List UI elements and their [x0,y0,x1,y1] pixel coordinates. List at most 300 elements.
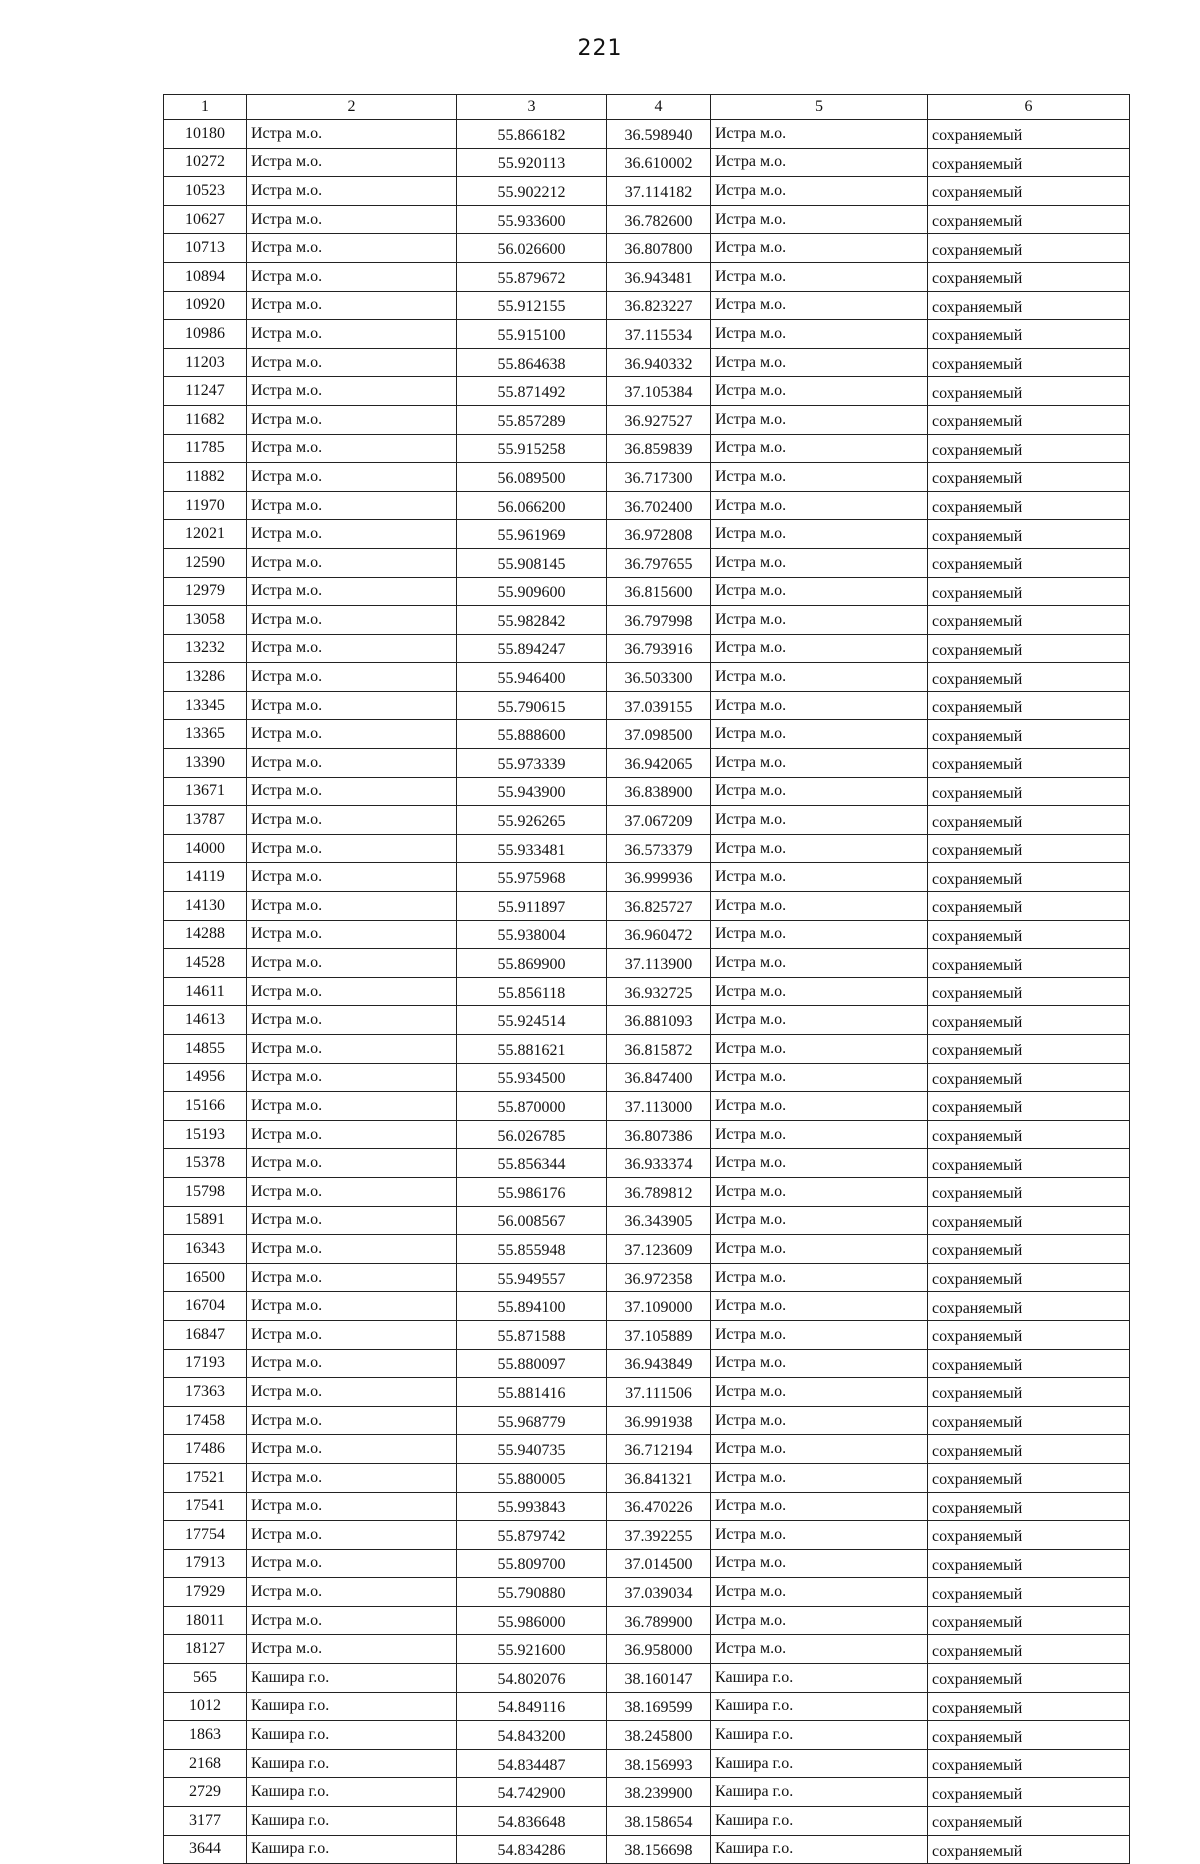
longitude-cell: 36.789900 [607,1606,711,1635]
longitude-cell: 38.169599 [607,1692,711,1721]
table-row [164,548,1130,577]
location-cell: Истра м.о. [711,1149,928,1178]
longitude-cell: 36.343905 [607,1206,711,1235]
object-id-cell: 14611 [164,977,247,1006]
object-id-cell: 10627 [164,205,247,234]
municipality-cell: Истра м.о. [247,1177,457,1206]
longitude-cell: 37.113900 [607,949,711,978]
status-cell: сохраняемый [928,491,1130,520]
table-row [164,1463,1130,1492]
status-cell: сохраняемый [928,920,1130,949]
object-id-cell: 17486 [164,1435,247,1464]
municipality-cell: Кашира г.о. [247,1749,457,1778]
object-id-cell: 11970 [164,491,247,520]
table-row [164,1235,1130,1264]
status-cell: сохраняемый [928,320,1130,349]
municipality-cell: Истра м.о. [247,1492,457,1521]
longitude-cell: 36.841321 [607,1463,711,1492]
location-cell: Истра м.о. [711,606,928,635]
object-id-cell: 13232 [164,634,247,663]
object-id-cell: 12590 [164,548,247,577]
object-id-cell: 14119 [164,863,247,892]
object-id-cell: 13286 [164,663,247,692]
location-cell: Истра м.о. [711,520,928,549]
longitude-cell: 36.717300 [607,463,711,492]
municipality-cell: Истра м.о. [247,548,457,577]
location-cell: Истра м.о. [711,1521,928,1550]
object-id-cell: 10986 [164,320,247,349]
object-id-cell: 565 [164,1664,247,1693]
table-row [164,577,1130,606]
location-cell: Истра м.о. [711,463,928,492]
table-row [164,463,1130,492]
table-row [164,1778,1130,1807]
municipality-cell: Истра м.о. [247,320,457,349]
municipality-cell: Истра м.о. [247,1263,457,1292]
location-cell: Истра м.о. [711,1549,928,1578]
municipality-cell: Истра м.о. [247,1349,457,1378]
location-cell: Истра м.о. [711,377,928,406]
table-row [164,205,1130,234]
table-row [164,1149,1130,1178]
municipality-cell: Истра м.о. [247,205,457,234]
status-cell: сохраняемый [928,949,1130,978]
longitude-cell: 36.838900 [607,777,711,806]
municipality-cell: Истра м.о. [247,1320,457,1349]
status-cell: сохраняемый [928,1177,1130,1206]
status-cell: сохраняемый [928,834,1130,863]
latitude-cell: 55.943900 [457,777,607,806]
status-cell: сохраняемый [928,806,1130,835]
location-cell: Истра м.о. [711,148,928,177]
table-row [164,834,1130,863]
table-row [164,663,1130,692]
column-header: 5 [711,95,928,120]
location-cell: Истра м.о. [711,1206,928,1235]
longitude-cell: 36.823227 [607,291,711,320]
status-cell: сохраняемый [928,749,1130,778]
longitude-cell: 37.113000 [607,1092,711,1121]
location-cell: Истра м.о. [711,1349,928,1378]
status-cell: сохраняемый [928,434,1130,463]
latitude-cell: 55.986176 [457,1177,607,1206]
longitude-cell: 36.712194 [607,1435,711,1464]
latitude-cell: 54.742900 [457,1778,607,1807]
status-cell: сохраняемый [928,892,1130,921]
latitude-cell: 55.856344 [457,1149,607,1178]
status-cell: сохраняемый [928,1349,1130,1378]
latitude-cell: 56.026600 [457,234,607,263]
location-cell: Истра м.о. [711,262,928,291]
table-row [164,120,1130,149]
page-number: 221 [577,36,623,61]
table-row [164,806,1130,835]
latitude-cell: 55.975968 [457,863,607,892]
object-id-cell: 13671 [164,777,247,806]
latitude-cell: 55.982842 [457,606,607,635]
municipality-cell: Истра м.о. [247,463,457,492]
status-cell: сохраняемый [928,577,1130,606]
table-row [164,749,1130,778]
latitude-cell: 55.993843 [457,1492,607,1521]
municipality-cell: Истра м.о. [247,348,457,377]
table-row [164,1378,1130,1407]
status-cell: сохраняемый [928,634,1130,663]
longitude-cell: 36.960472 [607,920,711,949]
table-row [164,148,1130,177]
status-cell: сохраняемый [928,1549,1130,1578]
location-cell: Истра м.о. [711,634,928,663]
object-id-cell: 11882 [164,463,247,492]
location-cell: Истра м.о. [711,691,928,720]
municipality-cell: Истра м.о. [247,1092,457,1121]
object-id-cell: 3177 [164,1807,247,1836]
status-cell: сохраняемый [928,1235,1130,1264]
longitude-cell: 36.610002 [607,148,711,177]
latitude-cell: 55.894247 [457,634,607,663]
status-cell: сохраняемый [928,977,1130,1006]
municipality-cell: Истра м.о. [247,749,457,778]
location-cell: Истра м.о. [711,1063,928,1092]
status-cell: сохраняемый [928,1463,1130,1492]
column-header: 2 [247,95,457,120]
municipality-cell: Истра м.о. [247,1378,457,1407]
latitude-cell: 55.902212 [457,177,607,206]
latitude-cell: 55.857289 [457,405,607,434]
table-row [164,977,1130,1006]
municipality-cell: Истра м.о. [247,1063,457,1092]
municipality-cell: Истра м.о. [247,1120,457,1149]
latitude-cell: 55.921600 [457,1635,607,1664]
municipality-cell: Истра м.о. [247,834,457,863]
object-id-cell: 17458 [164,1406,247,1435]
longitude-cell: 36.807800 [607,234,711,263]
table-row [164,606,1130,635]
table-row [164,1521,1130,1550]
latitude-cell: 55.790880 [457,1578,607,1607]
latitude-cell: 55.915258 [457,434,607,463]
object-id-cell: 2729 [164,1778,247,1807]
longitude-cell: 37.105384 [607,377,711,406]
municipality-cell: Кашира г.о. [247,1807,457,1836]
longitude-cell: 36.933374 [607,1149,711,1178]
location-cell: Истра м.о. [711,1177,928,1206]
latitude-cell: 55.871492 [457,377,607,406]
table-row [164,892,1130,921]
municipality-cell: Истра м.о. [247,863,457,892]
status-cell: сохраняемый [928,1378,1130,1407]
status-cell: сохраняемый [928,663,1130,692]
municipality-cell: Истра м.о. [247,949,457,978]
location-cell: Истра м.о. [711,1463,928,1492]
location-cell: Истра м.о. [711,1406,928,1435]
object-id-cell: 15798 [164,1177,247,1206]
location-cell: Истра м.о. [711,777,928,806]
location-cell: Истра м.о. [711,1120,928,1149]
municipality-cell: Истра м.о. [247,405,457,434]
latitude-cell: 55.864638 [457,348,607,377]
latitude-cell: 55.869900 [457,949,607,978]
object-id-cell: 12021 [164,520,247,549]
data-table [163,94,1130,1864]
object-id-cell: 12979 [164,577,247,606]
status-cell: сохраняемый [928,205,1130,234]
latitude-cell: 56.066200 [457,491,607,520]
municipality-cell: Истра м.о. [247,663,457,692]
municipality-cell: Истра м.о. [247,234,457,263]
latitude-cell: 55.856118 [457,977,607,1006]
longitude-cell: 37.392255 [607,1521,711,1550]
status-cell: сохраняемый [928,1406,1130,1435]
location-cell: Истра м.о. [711,548,928,577]
latitude-cell: 55.855948 [457,1235,607,1264]
table-row [164,1492,1130,1521]
table-row [164,1120,1130,1149]
object-id-cell: 17541 [164,1492,247,1521]
latitude-cell: 54.834487 [457,1749,607,1778]
latitude-cell: 55.881621 [457,1035,607,1064]
object-id-cell: 18011 [164,1606,247,1635]
longitude-cell: 36.940332 [607,348,711,377]
municipality-cell: Истра м.о. [247,377,457,406]
municipality-cell: Истра м.о. [247,1149,457,1178]
object-id-cell: 1012 [164,1692,247,1721]
longitude-cell: 37.039155 [607,691,711,720]
latitude-cell: 55.949557 [457,1263,607,1292]
latitude-cell: 55.924514 [457,1006,607,1035]
location-cell: Истра м.о. [711,434,928,463]
status-cell: сохраняемый [928,548,1130,577]
latitude-cell: 54.843200 [457,1721,607,1750]
longitude-cell: 36.943849 [607,1349,711,1378]
longitude-cell: 36.825727 [607,892,711,921]
location-cell: Истра м.о. [711,177,928,206]
object-id-cell: 15166 [164,1092,247,1121]
location-cell: Истра м.о. [711,1635,928,1664]
municipality-cell: Истра м.о. [247,892,457,921]
longitude-cell: 36.702400 [607,491,711,520]
object-id-cell: 16704 [164,1292,247,1321]
table-row [164,1320,1130,1349]
table-row [164,1177,1130,1206]
table-row [164,1092,1130,1121]
municipality-cell: Истра м.о. [247,1463,457,1492]
location-cell: Истра м.о. [711,834,928,863]
longitude-cell: 37.105889 [607,1320,711,1349]
latitude-cell: 55.920113 [457,148,607,177]
longitude-cell: 36.881093 [607,1006,711,1035]
municipality-cell: Истра м.о. [247,148,457,177]
status-cell: сохраняемый [928,1263,1130,1292]
latitude-cell: 55.926265 [457,806,607,835]
status-cell: сохраняемый [928,1578,1130,1607]
latitude-cell: 55.911897 [457,892,607,921]
longitude-cell: 36.815872 [607,1035,711,1064]
municipality-cell: Кашира г.о. [247,1692,457,1721]
object-id-cell: 17521 [164,1463,247,1492]
status-cell: сохраняемый [928,1435,1130,1464]
longitude-cell: 36.797655 [607,548,711,577]
municipality-cell: Истра м.о. [247,634,457,663]
status-cell: сохраняемый [928,1206,1130,1235]
object-id-cell: 13345 [164,691,247,720]
object-id-cell: 15891 [164,1206,247,1235]
municipality-cell: Истра м.о. [247,291,457,320]
municipality-cell: Истра м.о. [247,1292,457,1321]
municipality-cell: Истра м.о. [247,691,457,720]
object-id-cell: 3644 [164,1835,247,1864]
status-cell: сохраняемый [928,377,1130,406]
location-cell: Кашира г.о. [711,1692,928,1721]
location-cell: Истра м.о. [711,977,928,1006]
status-cell: сохраняемый [928,1664,1130,1693]
municipality-cell: Истра м.о. [247,1235,457,1264]
latitude-cell: 55.870000 [457,1092,607,1121]
status-cell: сохраняемый [928,720,1130,749]
municipality-cell: Кашира г.о. [247,1778,457,1807]
table-row [164,234,1130,263]
location-cell: Истра м.о. [711,1092,928,1121]
location-cell: Истра м.о. [711,1492,928,1521]
table-row [164,1206,1130,1235]
longitude-cell: 38.156698 [607,1835,711,1864]
latitude-cell: 55.866182 [457,120,607,149]
location-cell: Истра м.о. [711,1035,928,1064]
latitude-cell: 55.940735 [457,1435,607,1464]
location-cell: Истра м.о. [711,1292,928,1321]
status-cell: сохраняемый [928,348,1130,377]
latitude-cell: 55.790615 [457,691,607,720]
object-id-cell: 10920 [164,291,247,320]
longitude-cell: 36.932725 [607,977,711,1006]
longitude-cell: 36.793916 [607,634,711,663]
object-id-cell: 16343 [164,1235,247,1264]
object-id-cell: 2168 [164,1749,247,1778]
status-cell: сохраняемый [928,863,1130,892]
latitude-cell: 54.849116 [457,1692,607,1721]
latitude-cell: 55.934500 [457,1063,607,1092]
municipality-cell: Истра м.о. [247,1406,457,1435]
location-cell: Истра м.о. [711,234,928,263]
object-id-cell: 18127 [164,1635,247,1664]
latitude-cell: 55.986000 [457,1606,607,1635]
longitude-cell: 38.156993 [607,1749,711,1778]
longitude-cell: 36.470226 [607,1492,711,1521]
location-cell: Истра м.о. [711,1320,928,1349]
longitude-cell: 37.111506 [607,1378,711,1407]
object-id-cell: 14130 [164,892,247,921]
location-cell: Истра м.о. [711,120,928,149]
object-id-cell: 1863 [164,1721,247,1750]
longitude-cell: 38.160147 [607,1664,711,1693]
municipality-cell: Кашира г.о. [247,1721,457,1750]
location-cell: Истра м.о. [711,1006,928,1035]
latitude-cell: 56.026785 [457,1120,607,1149]
status-cell: сохраняемый [928,1835,1130,1864]
municipality-cell: Истра м.о. [247,1035,457,1064]
object-id-cell: 17913 [164,1549,247,1578]
table-row [164,1807,1130,1836]
table-row [164,348,1130,377]
location-cell: Истра м.о. [711,920,928,949]
latitude-cell: 54.834286 [457,1835,607,1864]
object-id-cell: 15378 [164,1149,247,1178]
municipality-cell: Истра м.о. [247,1549,457,1578]
table-row [164,1549,1130,1578]
location-cell: Истра м.о. [711,405,928,434]
column-header: 1 [164,95,247,120]
municipality-cell: Истра м.о. [247,1635,457,1664]
location-cell: Истра м.о. [711,806,928,835]
status-cell: сохраняемый [928,1035,1130,1064]
longitude-cell: 36.927527 [607,405,711,434]
table-row [164,1006,1130,1035]
municipality-cell: Истра м.о. [247,1606,457,1635]
latitude-cell: 55.938004 [457,920,607,949]
latitude-cell: 55.915100 [457,320,607,349]
table-row [164,177,1130,206]
longitude-cell: 36.807386 [607,1120,711,1149]
municipality-cell: Истра м.о. [247,491,457,520]
table-row [164,1578,1130,1607]
table-row [164,720,1130,749]
object-id-cell: 10713 [164,234,247,263]
longitude-cell: 37.123609 [607,1235,711,1264]
object-id-cell: 14855 [164,1035,247,1064]
longitude-cell: 36.999936 [607,863,711,892]
status-cell: сохраняемый [928,262,1130,291]
municipality-cell: Истра м.о. [247,1578,457,1607]
municipality-cell: Истра м.о. [247,806,457,835]
municipality-cell: Истра м.о. [247,777,457,806]
longitude-cell: 38.158654 [607,1807,711,1836]
table-row [164,1664,1130,1693]
location-cell: Истра м.о. [711,577,928,606]
location-cell: Истра м.о. [711,1235,928,1264]
status-cell: сохраняемый [928,606,1130,635]
object-id-cell: 11247 [164,377,247,406]
latitude-cell: 55.871588 [457,1320,607,1349]
table-row [164,320,1130,349]
table-row [164,691,1130,720]
latitude-cell: 56.008567 [457,1206,607,1235]
table-row [164,949,1130,978]
object-id-cell: 10523 [164,177,247,206]
object-id-cell: 11682 [164,405,247,434]
status-cell: сохраняемый [928,1492,1130,1521]
latitude-cell: 56.089500 [457,463,607,492]
object-id-cell: 13365 [164,720,247,749]
municipality-cell: Кашира г.о. [247,1835,457,1864]
longitude-cell: 36.782600 [607,205,711,234]
latitude-cell: 55.933600 [457,205,607,234]
table-row [164,1292,1130,1321]
status-cell: сохраняемый [928,1006,1130,1035]
latitude-cell: 55.888600 [457,720,607,749]
table-row [164,1406,1130,1435]
status-cell: сохраняемый [928,1063,1130,1092]
municipality-cell: Истра м.о. [247,520,457,549]
location-cell: Истра м.о. [711,320,928,349]
location-cell: Кашира г.о. [711,1835,928,1864]
status-cell: сохраняемый [928,1749,1130,1778]
status-cell: сохраняемый [928,1092,1130,1121]
longitude-cell: 37.039034 [607,1578,711,1607]
table-row [164,863,1130,892]
table-row [164,1606,1130,1635]
column-header: 3 [457,95,607,120]
location-cell: Истра м.о. [711,291,928,320]
